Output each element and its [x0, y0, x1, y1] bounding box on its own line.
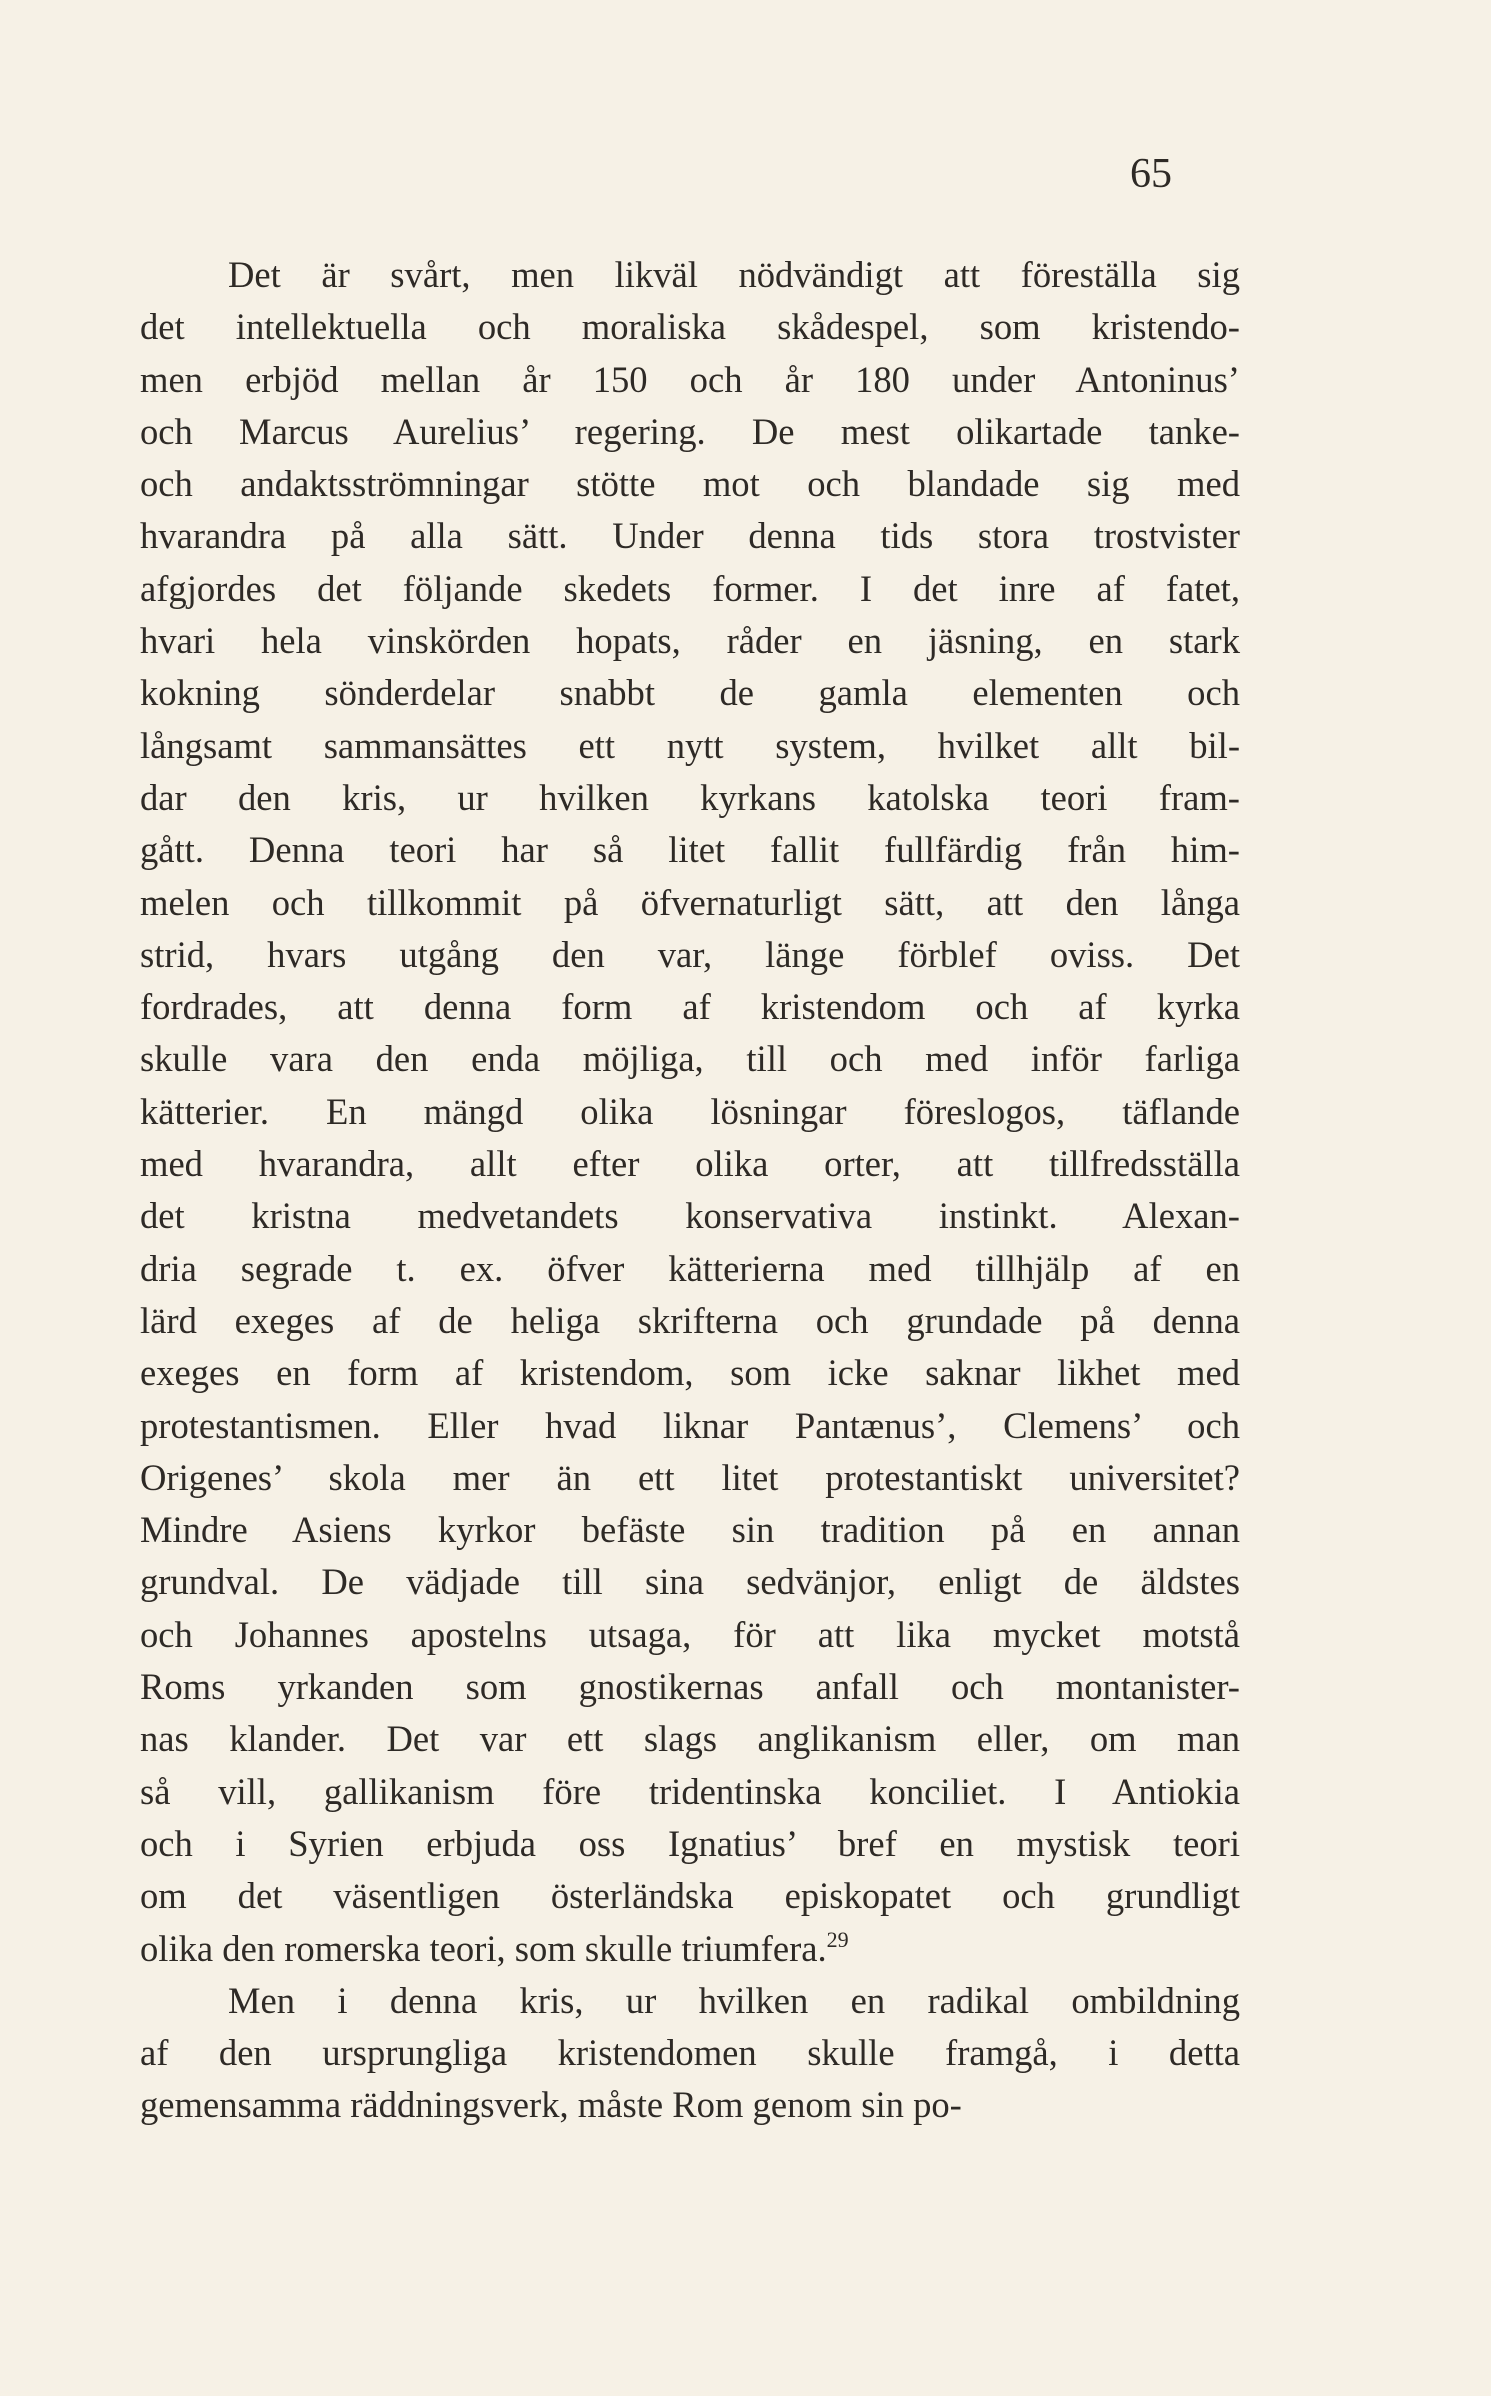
line-text: men erbjöd mellan år 150 och år 180 under Antoninus’ — [140, 358, 1240, 400]
line-text: lärd exeges af de heliga skrifterna och grundade på denna — [140, 1299, 1240, 1341]
text-line — [140, 1504, 1240, 1556]
text-line — [140, 1190, 1240, 1242]
line-text: så vill, gallikanism före tridentinska konciliet. I Antiokia — [140, 1770, 1240, 1812]
paragraph-2 — [140, 1975, 1240, 2132]
text-line — [140, 1556, 1240, 1608]
line-text: protestantismen. Eller hvad liknar Pantænus’, Clemens’ och — [140, 1404, 1240, 1446]
line-text: nas klander. Det var ett slags anglikanism eller, om man — [140, 1718, 1240, 1760]
text-line — [140, 1347, 1240, 1399]
line-text: hvari hela vinskörden hopats, råder en jäsning, en stark — [140, 620, 1240, 662]
text-line — [140, 1923, 1240, 1975]
line-text: melen och tillkommit på öfvernaturligt sätt, att den långa — [140, 881, 1240, 923]
text-line — [140, 458, 1240, 510]
footnote-reference: 29 — [826, 1926, 849, 1952]
text-line — [140, 1033, 1240, 1085]
text-line — [140, 877, 1240, 929]
text-line — [140, 1086, 1240, 1138]
text-line — [140, 354, 1240, 406]
line-text: och andaktsströmningar stötte mot och blandade sig med — [140, 463, 1240, 505]
text-line — [140, 981, 1240, 1033]
line-text: hvarandra på alla sätt. Under denna tids stora trostvister — [140, 515, 1240, 557]
line-text: exeges en form af kristendom, som icke saknar likhet med — [140, 1352, 1240, 1394]
line-text: kokning sönderdelar snabbt de gamla elementen och — [140, 672, 1240, 714]
text-line — [140, 301, 1240, 353]
paragraph-1 — [140, 249, 1240, 1975]
text-line — [140, 1975, 1240, 2027]
text-line — [140, 510, 1240, 562]
line-text: långsamt sammansättes ett nytt system, hvilket allt bil- — [140, 724, 1240, 766]
text-line — [140, 1661, 1240, 1713]
line-text: och Marcus Aurelius’ regering. De mest olikartade tanke- — [140, 410, 1240, 452]
line-text: skulle vara den enda möjliga, till och med inför farliga — [140, 1038, 1240, 1080]
text-line — [140, 1713, 1240, 1765]
line-text: Men i denna kris, ur hvilken en radikal ombildning — [228, 1979, 1240, 2021]
text-line — [140, 720, 1240, 772]
text-line — [140, 824, 1240, 876]
line-text: af den ursprungliga kristendomen skulle framgå, i detta — [140, 2032, 1240, 2074]
line-text: afgjordes det följande skedets former. I det inre af fatet, — [140, 567, 1240, 609]
text-line — [140, 406, 1240, 458]
text-line — [140, 1452, 1240, 1504]
text-line — [140, 2079, 1240, 2131]
line-text: och Johannes apostelns utsaga, för att lika mycket motstå — [140, 1613, 1240, 1655]
line-text: gemensamma räddningsverk, måste Rom genom sin po- — [140, 2084, 962, 2126]
line-text: om det väsentligen österländska episkopatet och grundligt — [140, 1875, 1240, 1917]
text-line — [140, 772, 1240, 824]
line-text: dar den kris, ur hvilken kyrkans katolska teori fram- — [140, 776, 1240, 818]
line-text: Mindre Asiens kyrkor befäste sin tradition på en annan — [140, 1509, 1240, 1551]
text-line — [140, 563, 1240, 615]
line-text: olika den romerska teori, som skulle triumfera. — [140, 1927, 827, 1969]
text-line — [140, 615, 1240, 667]
line-text: dria segrade t. ex. öfver kätterierna med tillhjälp af en — [140, 1247, 1240, 1289]
text-line — [140, 1766, 1240, 1818]
line-text: gått. Denna teori har så litet fallit fullfärdig från him- — [140, 829, 1240, 871]
body-text — [140, 249, 1240, 2132]
line-text: Det är svårt, men likväl nödvändigt att föreställa sig — [228, 254, 1240, 295]
line-text: och i Syrien erbjuda oss Ignatius’ bref en mystisk teori — [140, 1822, 1240, 1864]
text-line — [140, 667, 1240, 719]
text-line — [140, 1870, 1240, 1922]
line-text: strid, hvars utgång den var, länge förblef oviss. Det — [140, 933, 1240, 975]
line-text: det kristna medvetandets konservativa instinkt. Alexan- — [140, 1195, 1240, 1237]
line-text: med hvarandra, allt efter olika orter, att tillfredsställa — [140, 1143, 1240, 1185]
text-line — [140, 1138, 1240, 1190]
text-line — [140, 249, 1240, 301]
text-line — [140, 1295, 1240, 1347]
line-text: det intellektuella och moraliska skådespel, som kristendo- — [140, 306, 1240, 348]
text-line — [140, 1243, 1240, 1295]
line-text: fordrades, att denna form af kristendom och af kyrka — [140, 986, 1240, 1028]
line-text: Roms yrkanden som gnostikernas anfall och montanister- — [140, 1666, 1240, 1708]
page-number: 65 — [1130, 151, 1172, 197]
line-text: grundval. De vädjade till sina sedvänjor, enligt de äldstes — [140, 1561, 1240, 1603]
text-line — [140, 2027, 1240, 2079]
line-text: kätterier. En mängd olika lösningar föreslogos, täflande — [140, 1090, 1240, 1132]
line-text: Origenes’ skola mer än ett litet protestantiskt universitet? — [140, 1456, 1240, 1498]
text-line — [140, 929, 1240, 981]
text-line — [140, 1400, 1240, 1452]
text-line — [140, 1818, 1240, 1870]
text-line — [140, 1609, 1240, 1661]
